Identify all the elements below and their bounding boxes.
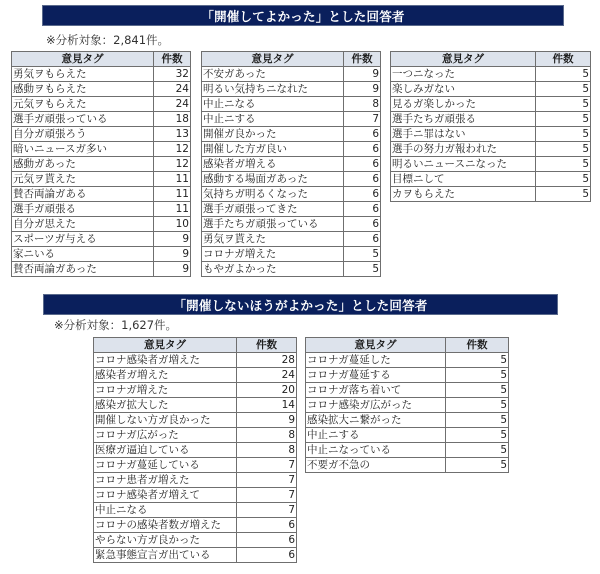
opinion-tag-cell: 選手ガ頑張ってきた [202, 202, 344, 217]
table-row [391, 97, 591, 112]
count-cell: 13 [154, 127, 191, 142]
opinion-tag-cell: 感動ヲもらえた [12, 82, 154, 97]
table-row [94, 383, 297, 398]
count-cell: 5 [446, 383, 509, 398]
count-cell: 14 [237, 398, 297, 413]
table-row [12, 247, 191, 262]
table-row [94, 488, 297, 503]
section1-table-1 [11, 51, 191, 277]
table-header-row [306, 338, 509, 353]
table-row [94, 353, 297, 368]
column-header-count: 件数 [446, 338, 509, 353]
opinion-tag-cell: 楽しみガない [391, 82, 536, 97]
opinion-tag-cell: 感動ガあった [12, 157, 154, 172]
section2-table-1 [93, 337, 297, 563]
count-cell: 8 [344, 97, 381, 112]
table-row [391, 67, 591, 82]
count-cell: 8 [237, 443, 297, 458]
opinion-tag-cell: コロナガ蔓延している [94, 458, 237, 473]
count-cell: 9 [344, 82, 381, 97]
column-header-tag: 意見タグ [202, 52, 344, 67]
table-row [12, 82, 191, 97]
opinion-tag-cell: 不安ガあった [202, 67, 344, 82]
table-row [391, 157, 591, 172]
count-cell: 5 [446, 458, 509, 473]
table-row [12, 97, 191, 112]
opinion-tag-cell: 賛否両論ガあった [12, 262, 154, 277]
table-row [391, 112, 591, 127]
count-cell: 28 [237, 353, 297, 368]
table-row [306, 398, 509, 413]
opinion-tag-cell: 選手ニ罪はない [391, 127, 536, 142]
count-cell: 24 [237, 368, 297, 383]
opinion-tag-cell: 中止ニする [306, 428, 446, 443]
table-row [306, 443, 509, 458]
count-cell: 6 [344, 157, 381, 172]
opinion-tag-cell: もやガよかった [202, 262, 344, 277]
count-cell: 5 [536, 67, 591, 82]
opinion-tag-cell: 開催した方ガ良い [202, 142, 344, 157]
count-cell: 7 [344, 112, 381, 127]
table-row [306, 428, 509, 443]
opinion-tag-cell: 家ニいる [12, 247, 154, 262]
opinion-tag-cell: コロナガ蔓延する [306, 368, 446, 383]
opinion-tag-cell: 暗いニュースガ多い [12, 142, 154, 157]
table-row [202, 67, 381, 82]
count-cell: 6 [344, 172, 381, 187]
table-row [391, 142, 591, 157]
opinion-tag-cell: コロナガ増えた [202, 247, 344, 262]
section1-table-3 [390, 51, 591, 202]
column-header-tag: 意見タグ [306, 338, 446, 353]
table-row [202, 82, 381, 97]
opinion-tag-cell: 目標ニして [391, 172, 536, 187]
count-cell: 32 [154, 67, 191, 82]
opinion-tag-cell: 選手ガ頑張っている [12, 112, 154, 127]
opinion-tag-cell: 不要ガ不急の [306, 458, 446, 473]
table-row [94, 368, 297, 383]
opinion-tag-cell: 元気ヲもらえた [12, 97, 154, 112]
count-cell: 9 [344, 67, 381, 82]
opinion-tag-cell: 勇気ヲ貰えた [202, 232, 344, 247]
opinion-tag-cell: 気持ちガ明るくなった [202, 187, 344, 202]
table-row [12, 232, 191, 247]
opinion-tag-cell: やらない方ガ良かった [94, 533, 237, 548]
table-row [202, 202, 381, 217]
opinion-tag-cell: コロナガ蔓延した [306, 353, 446, 368]
opinion-tag-cell: 選手ガ頑張る [12, 202, 154, 217]
count-cell: 9 [154, 247, 191, 262]
count-cell: 5 [344, 262, 381, 277]
opinion-tag-cell: コロナガ落ち着いて [306, 383, 446, 398]
opinion-tag-cell: 一つニなった [391, 67, 536, 82]
section1-banner [42, 5, 564, 26]
count-cell: 6 [344, 217, 381, 232]
table-row [12, 142, 191, 157]
opinion-tag-cell: 明るいニュースニなった [391, 157, 536, 172]
table-row [202, 127, 381, 142]
table-row [94, 503, 297, 518]
opinion-tag-cell: 賛否両論ガある [12, 187, 154, 202]
table-row [94, 458, 297, 473]
count-cell: 5 [536, 82, 591, 97]
table-row [306, 413, 509, 428]
opinion-tag-cell: 医療ガ逼迫している [94, 443, 237, 458]
count-cell: 5 [446, 428, 509, 443]
table-row [94, 533, 297, 548]
count-cell: 24 [154, 82, 191, 97]
count-cell: 5 [536, 127, 591, 142]
opinion-tag-cell: 開催しない方ガ良かった [94, 413, 237, 428]
table-row [306, 383, 509, 398]
count-cell: 24 [154, 97, 191, 112]
opinion-tag-cell: 選手たちガ頑張る [391, 112, 536, 127]
count-cell: 9 [154, 262, 191, 277]
count-cell: 9 [237, 413, 297, 428]
count-cell: 5 [536, 112, 591, 127]
table-row [12, 67, 191, 82]
column-header-tag: 意見タグ [12, 52, 154, 67]
table-row [202, 97, 381, 112]
opinion-tag-cell: コロナ感染者ガ増えた [94, 353, 237, 368]
table-row [202, 262, 381, 277]
opinion-tag-cell: スポーツガ与える [12, 232, 154, 247]
count-cell: 11 [154, 202, 191, 217]
count-cell: 5 [446, 443, 509, 458]
opinion-tag-cell: 緊急事態宣言ガ出ている [94, 548, 237, 563]
count-cell: 6 [344, 202, 381, 217]
table-row [94, 548, 297, 563]
opinion-tag-cell: 感染者ガ増える [202, 157, 344, 172]
section2-table-2 [305, 337, 509, 473]
table-row [94, 518, 297, 533]
table-row [12, 112, 191, 127]
opinion-tag-cell: 見るガ楽しかった [391, 97, 536, 112]
table-row [94, 428, 297, 443]
count-cell: 10 [154, 217, 191, 232]
opinion-tag-cell: 開催ガ良かった [202, 127, 344, 142]
section1-title: 「開催してよかった」とした回答者 [201, 9, 405, 24]
table-row [202, 217, 381, 232]
opinion-tag-cell: 勇気ヲもらえた [12, 67, 154, 82]
table-row [94, 398, 297, 413]
table-row [12, 202, 191, 217]
table-row [202, 157, 381, 172]
section2-banner [43, 294, 558, 315]
opinion-tag-cell: コロナ患者ガ増えた [94, 473, 237, 488]
table-row [12, 172, 191, 187]
opinion-tag-cell: コロナガ増えた [94, 383, 237, 398]
opinion-tag-cell: コロナ感染ガ広がった [306, 398, 446, 413]
count-cell: 5 [536, 157, 591, 172]
count-cell: 7 [237, 473, 297, 488]
table-row [94, 473, 297, 488]
count-cell: 5 [446, 368, 509, 383]
opinion-tag-cell: 中止ニなる [94, 503, 237, 518]
opinion-tag-cell: コロナ感染者ガ増えて [94, 488, 237, 503]
table-row [391, 172, 591, 187]
table-row [391, 82, 591, 97]
opinion-tag-cell: 自分ガ思えた [12, 217, 154, 232]
opinion-tag-cell: 明るい気持ちニなれた [202, 82, 344, 97]
table-row [306, 368, 509, 383]
count-cell: 6 [237, 548, 297, 563]
opinion-tag-cell: 選手の努力ガ報われた [391, 142, 536, 157]
count-cell: 6 [344, 142, 381, 157]
table-row [306, 353, 509, 368]
opinion-tag-cell: 自分ガ頑張ろう [12, 127, 154, 142]
table-row [12, 187, 191, 202]
count-cell: 6 [344, 232, 381, 247]
count-cell: 5 [344, 247, 381, 262]
count-cell: 18 [154, 112, 191, 127]
count-cell: 5 [536, 97, 591, 112]
column-header-tag: 意見タグ [94, 338, 237, 353]
column-header-count: 件数 [237, 338, 297, 353]
count-cell: 9 [154, 232, 191, 247]
table-row [306, 458, 509, 473]
table-row [202, 112, 381, 127]
column-header-count: 件数 [344, 52, 381, 67]
count-cell: 12 [154, 157, 191, 172]
count-cell: 5 [446, 398, 509, 413]
table-header-row [202, 52, 381, 67]
opinion-tag-cell: カヲもらえた [391, 187, 536, 202]
opinion-tag-cell: 感染拡大ニ繋がった [306, 413, 446, 428]
opinion-tag-cell: 選手たちガ頑張っている [202, 217, 344, 232]
section2-note: ※分析対象：1,627件。 [54, 318, 178, 332]
table-row [391, 187, 591, 202]
opinion-tag-cell: コロナの感染者数ガ増えた [94, 518, 237, 533]
column-header-count: 件数 [154, 52, 191, 67]
count-cell: 6 [344, 187, 381, 202]
count-cell: 12 [154, 142, 191, 157]
table-row [12, 262, 191, 277]
section2-title: 「開催しないほうがよかった」とした回答者 [173, 298, 428, 313]
count-cell: 20 [237, 383, 297, 398]
count-cell: 5 [536, 172, 591, 187]
count-cell: 5 [446, 353, 509, 368]
opinion-tag-cell: 感動する場面ガあった [202, 172, 344, 187]
table-row [12, 127, 191, 142]
table-row [202, 187, 381, 202]
count-cell: 7 [237, 503, 297, 518]
count-cell: 6 [344, 127, 381, 142]
table-row [12, 157, 191, 172]
count-cell: 7 [237, 458, 297, 473]
opinion-tag-cell: コロナガ広がった [94, 428, 237, 443]
count-cell: 5 [536, 187, 591, 202]
table-row [202, 172, 381, 187]
count-cell: 5 [446, 413, 509, 428]
table-row [202, 247, 381, 262]
count-cell: 11 [154, 172, 191, 187]
table-header-row [12, 52, 191, 67]
count-cell: 11 [154, 187, 191, 202]
table-row [94, 443, 297, 458]
count-cell: 8 [237, 428, 297, 443]
count-cell: 7 [237, 488, 297, 503]
count-cell: 6 [237, 518, 297, 533]
table-header-row [391, 52, 591, 67]
table-row [202, 142, 381, 157]
column-header-tag: 意見タグ [391, 52, 536, 67]
table-row [391, 127, 591, 142]
opinion-tag-cell: 感染者ガ増えた [94, 368, 237, 383]
opinion-tag-cell: 中止ニする [202, 112, 344, 127]
opinion-tag-cell: 中止ニなっている [306, 443, 446, 458]
table-row [12, 217, 191, 232]
opinion-tag-cell: 中止ニなる [202, 97, 344, 112]
opinion-tag-cell: 感染ガ拡大した [94, 398, 237, 413]
table-header-row [94, 338, 297, 353]
column-header-count: 件数 [536, 52, 591, 67]
table-row [202, 232, 381, 247]
opinion-tag-cell: 元気ヲ貰えた [12, 172, 154, 187]
table-row [94, 413, 297, 428]
section1-table-2 [201, 51, 381, 277]
count-cell: 5 [536, 142, 591, 157]
count-cell: 6 [237, 533, 297, 548]
section1-note: ※分析対象：2,841件。 [46, 33, 170, 47]
